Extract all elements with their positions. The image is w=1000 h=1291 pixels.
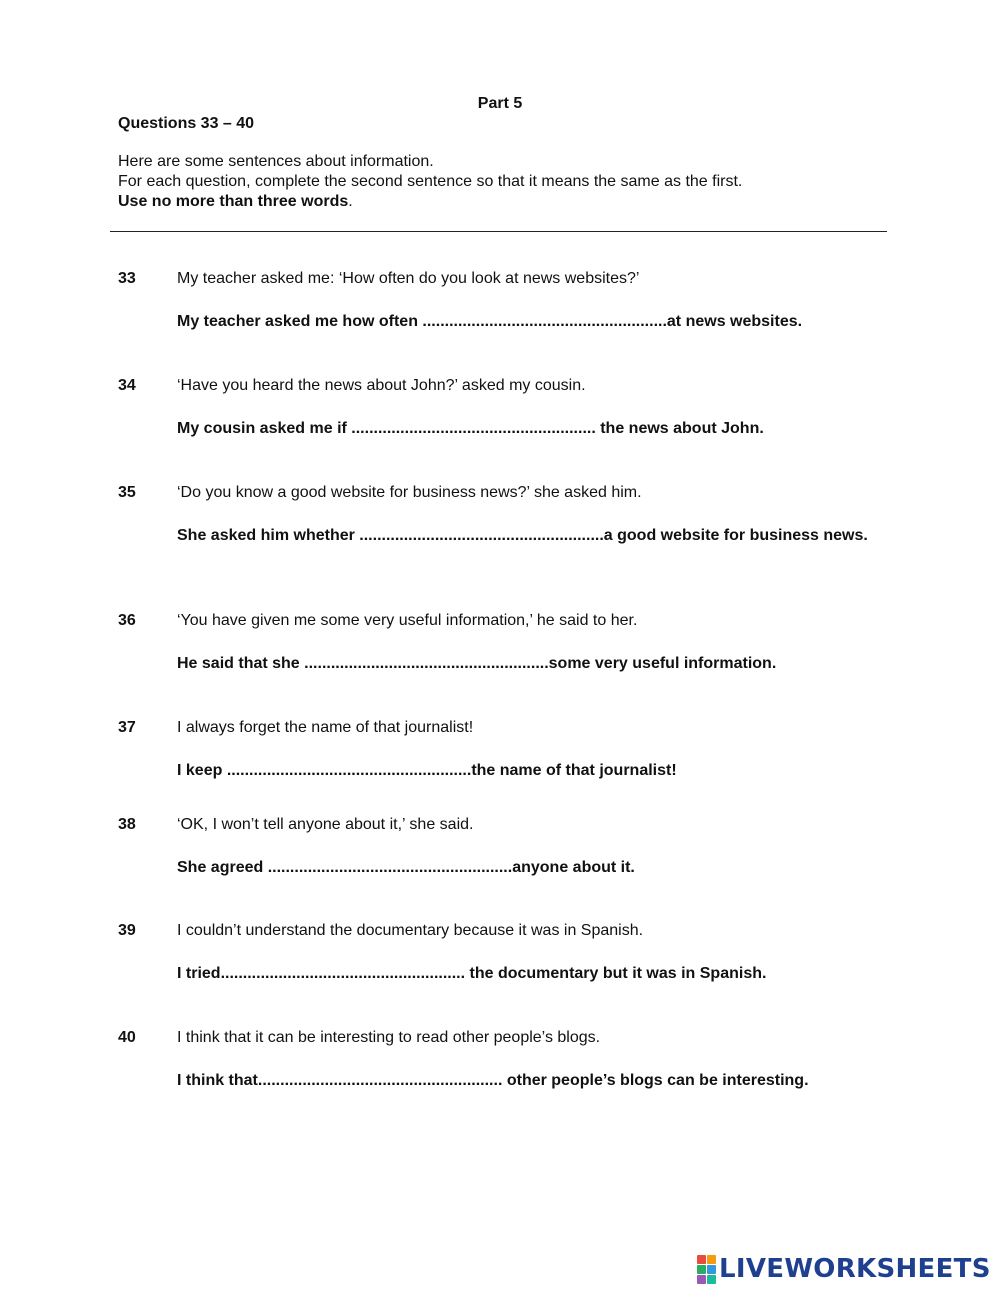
logo-block [697,1275,706,1284]
question-prompt: My teacher asked me: ‘How often do you look at news websites?’ [177,270,640,287]
question-number: 35 [118,484,136,501]
instruction-line-3 [118,192,742,212]
word-limit-instruction: Use no more than three words [118,193,349,210]
liveworksheets-logo [697,1253,991,1285]
instruction-line-1: Here are some sentences about information. [118,153,434,170]
answer-start: I keep [177,762,227,779]
question-prompt: ‘Have you heard the news about John?’ asked my cousin. [177,377,586,394]
answer-end: the name of that journalist! [471,762,677,779]
answer-end: at news websites. [666,313,803,330]
answer-gap[interactable]: ....................................................... [351,420,596,437]
question-number: 33 [118,270,136,287]
answer-end: other people’s blogs can be interesting. [502,1072,809,1089]
question-prompt: ‘OK, I won’t tell anyone about it,’ she said. [177,816,474,833]
logo-blocks-icon [697,1255,716,1284]
question-number: 37 [118,719,136,736]
answer-end: the documentary but it was in Spanish. [465,965,767,982]
questions-range: Questions 33 – 40 [118,115,255,132]
instruction-period: . [348,193,353,210]
instructions [118,152,742,212]
answer-gap[interactable]: ....................................................... [226,762,472,779]
answer-sentence [177,858,877,878]
answer-sentence [177,654,877,674]
answer-gap[interactable]: ....................................................... [257,1072,503,1089]
question-number: 34 [118,377,136,394]
question-number: 39 [118,922,136,939]
logo-block [707,1255,716,1264]
answer-start: I tried [177,965,221,982]
logo-block [707,1275,716,1284]
question-prompt: ‘You have given me some very useful information,’ he said to her. [177,612,638,629]
logo-block [697,1255,706,1264]
answer-end: a good website for business news. [603,527,868,544]
answer-sentence [177,761,877,781]
answer-start: He said that she [177,655,305,672]
question-prompt: ‘Do you know a good website for business news?’ she asked him. [177,484,642,501]
question-prompt: I always forget the name of that journalist! [177,719,474,736]
logo-block [707,1265,716,1274]
logo-text: LIVEWORKSHEETS [719,1254,991,1284]
answer-gap[interactable]: ....................................................... [422,313,667,330]
answer-sentence [177,1071,877,1091]
answer-end: the news about John. [595,420,764,437]
question-number: 36 [118,612,136,629]
answer-start: She agreed [177,859,268,876]
answer-sentence [177,312,877,332]
answer-start: My cousin asked me if [177,420,352,437]
question-prompt: I think that it can be interesting to read other people’s blogs. [177,1029,601,1046]
logo-block [697,1265,706,1274]
answer-gap[interactable]: ....................................................... [304,655,549,672]
answer-end: anyone about it. [512,859,635,876]
answer-sentence [177,419,877,439]
answer-start: I think that [177,1072,258,1089]
question-prompt: I couldn’t understand the documentary because it was in Spanish. [177,922,644,939]
answer-gap[interactable]: ....................................................... [359,527,604,544]
part-title: Part 5 [477,95,523,112]
answer-gap[interactable]: ....................................................... [220,965,466,982]
answer-gap[interactable]: ....................................................... [267,859,513,876]
question-number: 40 [118,1029,136,1046]
answer-sentence [177,526,877,546]
divider [110,231,887,232]
instruction-line-2: For each question, complete the second sentence so that it means the same as the first. [118,173,743,190]
answer-end: some very useful information. [548,655,777,672]
answer-start: She asked him whether [177,527,360,544]
answer-sentence [177,964,877,984]
question-number: 38 [118,816,136,833]
answer-start: My teacher asked me how often [177,313,423,330]
